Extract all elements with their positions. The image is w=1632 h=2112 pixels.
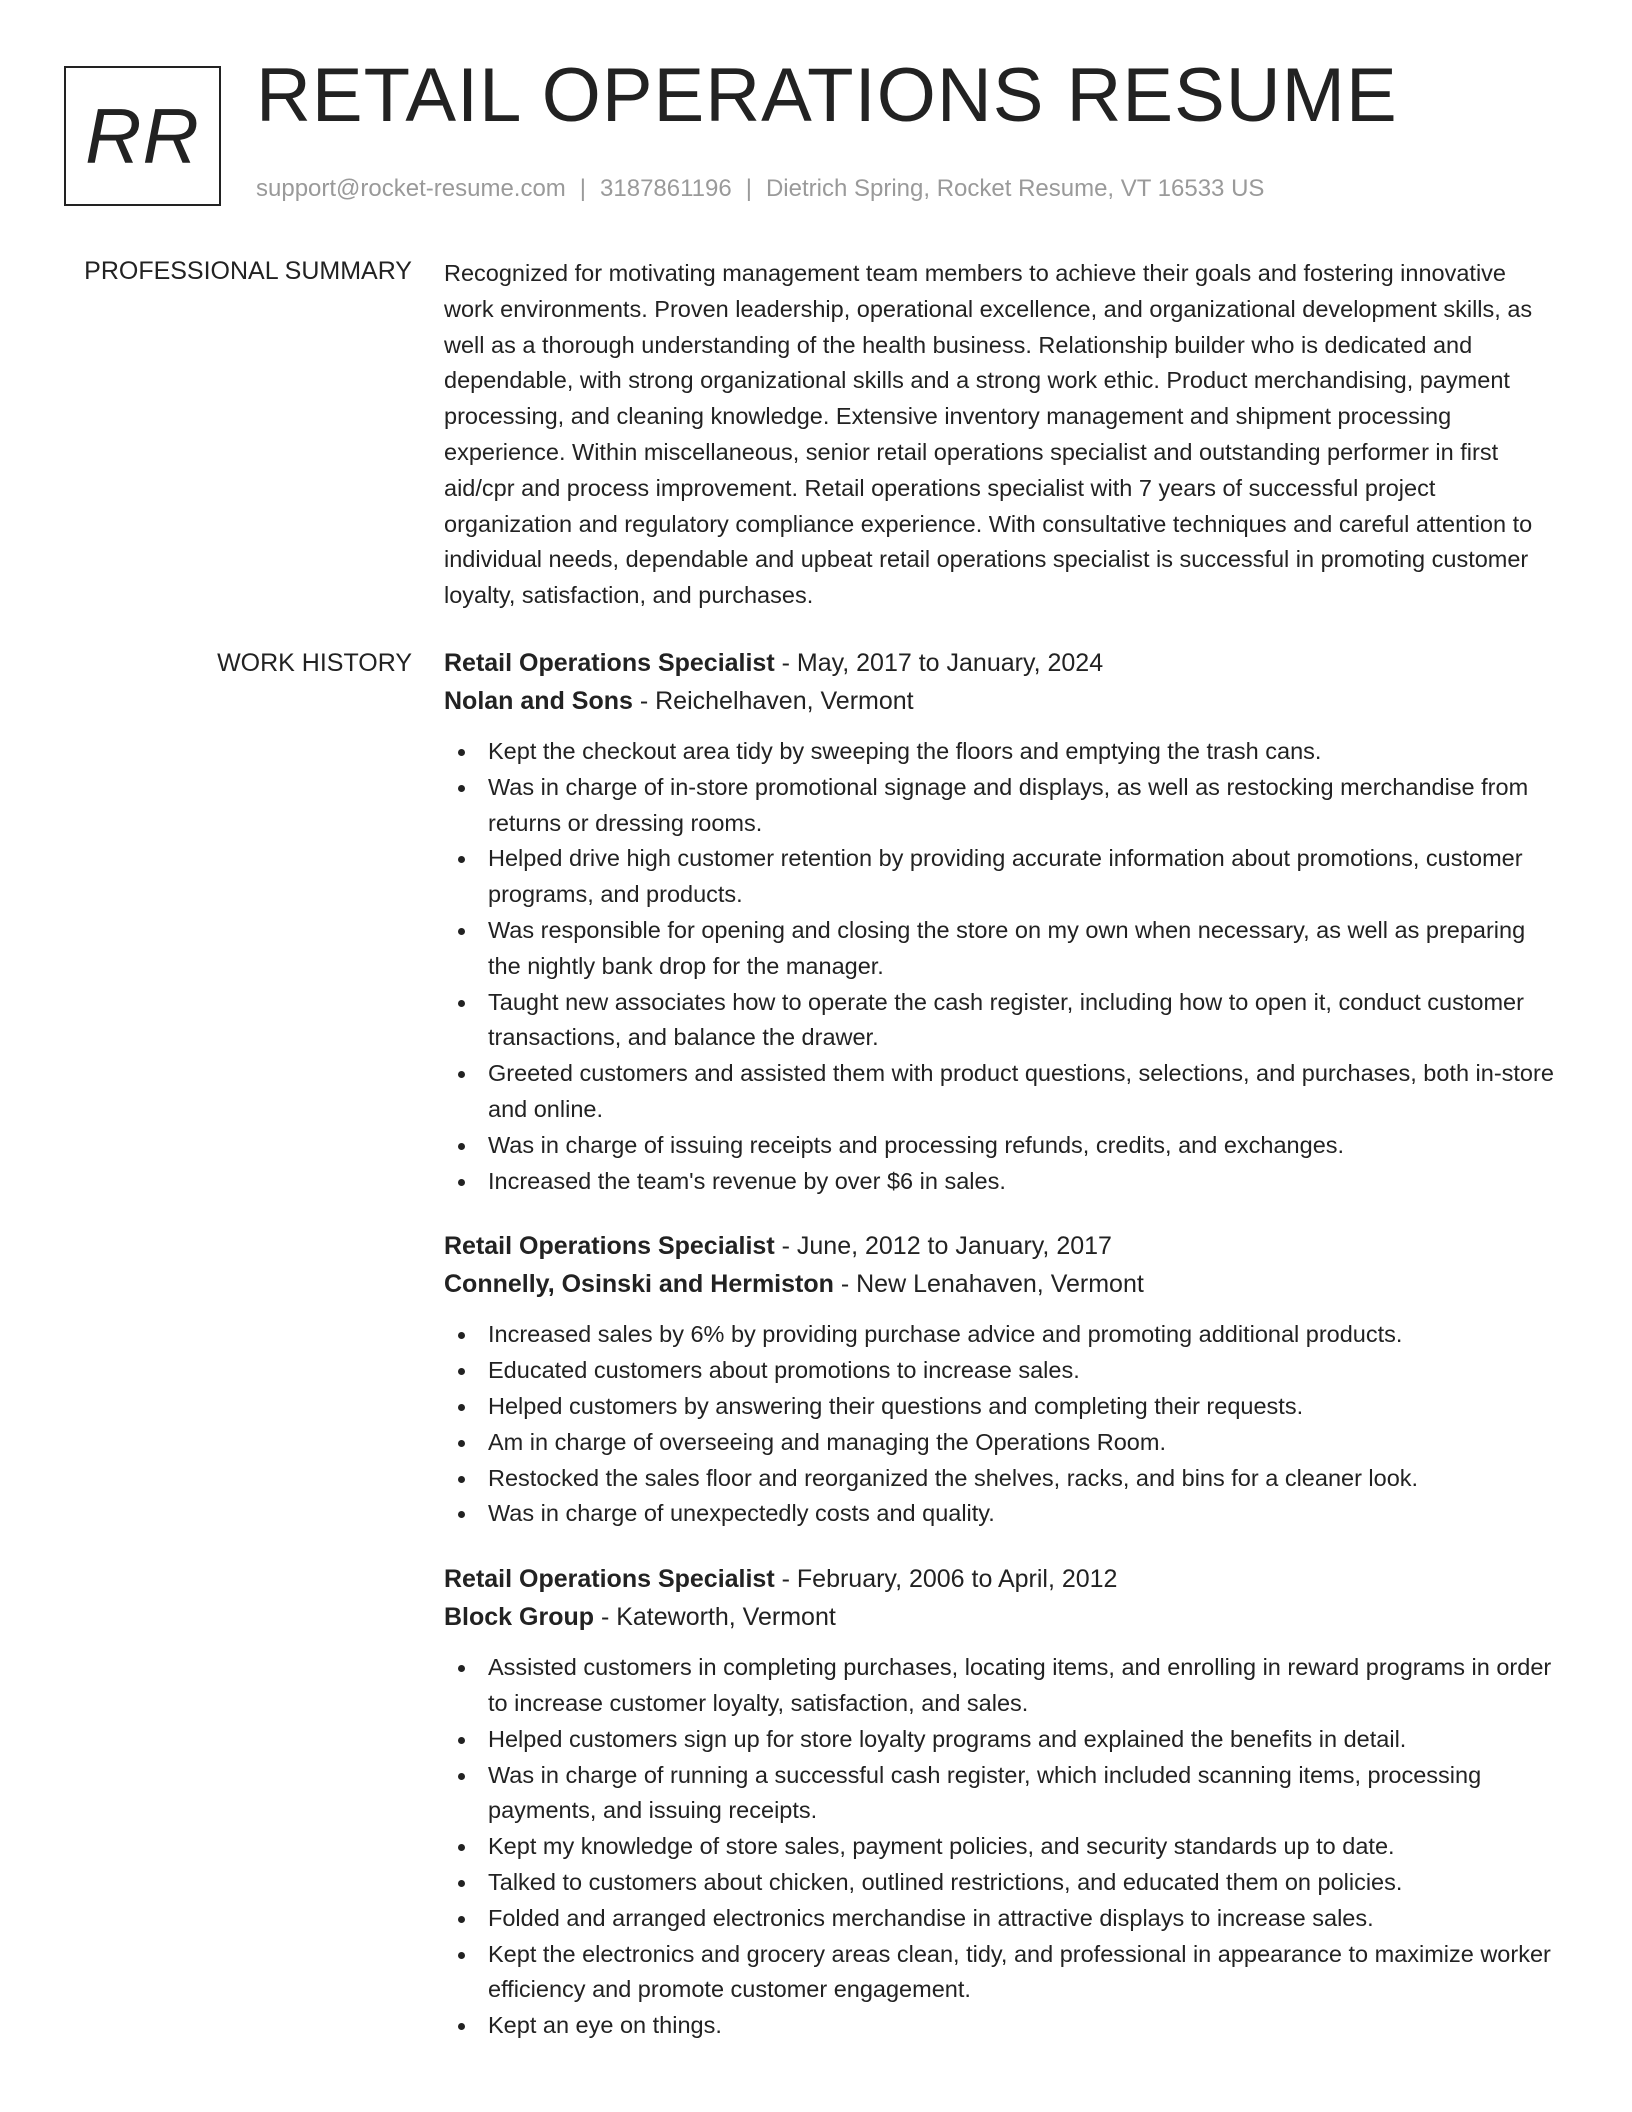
summary-heading: PROFESSIONAL SUMMARY: [84, 257, 412, 285]
job-company-line: [444, 1598, 1556, 1636]
job-dates: - May, 2017 to January, 2024: [774, 649, 1104, 677]
job-bullet: Taught new associates how to operate the cash register, including how to open it, conduct customer transactions, and balance the drawer.: [444, 985, 1556, 1057]
job-title: Retail Operations Specialist: [444, 1565, 775, 1594]
job-title-line: [444, 1560, 1556, 1598]
contact-email: support@rocket-resume.com: [256, 175, 566, 202]
contact-separator: |: [745, 175, 752, 202]
job-bullet: Restocked the sales floor and reorganized the shelves, racks, and bins for a cleaner look.: [444, 1461, 1556, 1497]
job-location: - Reichelhaven, Vermont: [632, 687, 914, 715]
job-bullet: Helped customers by answering their questions and completing their requests.: [444, 1389, 1556, 1425]
contact-separator: |: [579, 175, 587, 202]
job-bullet: Kept the electronics and grocery areas clean, tidy, and professional in appearance to maximize worker efficiency and promote customer engagement.: [444, 1937, 1556, 2009]
job-entry: [444, 1560, 1556, 2044]
job-title-line: [444, 1227, 1556, 1265]
job-dates: - June, 2012 to January, 2017: [774, 1232, 1112, 1261]
job-bullet: Am in charge of overseeing and managing the Operations Room.: [444, 1425, 1556, 1461]
job-bullets: [444, 1317, 1556, 1532]
job-bullets: [444, 734, 1556, 1199]
job-location: - New Lenahaven, Vermont: [833, 1270, 1144, 1299]
job-company: Nolan and Sons: [444, 687, 633, 715]
work-history-body: [444, 644, 1556, 2072]
job-entry: [444, 644, 1556, 1199]
contact-address: Dietrich Spring, Rocket Resume, VT 16533 US: [765, 175, 1265, 202]
job-bullet: Greeted customers and assisted them with product questions, selections, and purchases, both in-store and online.: [444, 1056, 1556, 1128]
job-bullet: Folded and arranged electronics merchandise in attractive displays to increase sales.: [444, 1901, 1556, 1937]
monogram-logo: RR: [64, 66, 221, 206]
job-bullet: Was in charge of unexpectedly costs and quality.: [444, 1496, 1556, 1532]
job-title: Retail Operations Specialist: [444, 1232, 775, 1261]
contact-phone: 3187861196: [600, 175, 732, 202]
job-title: Retail Operations Specialist: [444, 649, 775, 677]
resume-title: RETAIL OPERATIONS RESUME: [256, 53, 1398, 138]
contact-line: [256, 175, 1264, 204]
job-company: Connelly, Osinski and Hermiston: [444, 1270, 834, 1299]
job-company-line: [444, 1265, 1556, 1303]
job-bullet: Kept my knowledge of store sales, payment policies, and security standards up to date.: [444, 1829, 1556, 1865]
job-bullet: Educated customers about promotions to increase sales.: [444, 1353, 1556, 1389]
job-bullet: Was in charge of running a successful cash register, which included scanning items, processing payments, and issuing receipts.: [444, 1758, 1556, 1830]
job-dates: - February, 2006 to April, 2012: [774, 1565, 1118, 1594]
job-bullets: [444, 1650, 1556, 2044]
job-bullet: Was responsible for opening and closing the store on my own when necessary, as well as preparing the nightly bank drop for the manager.: [444, 913, 1556, 985]
summary-body: [444, 256, 1556, 614]
job-bullet: Increased sales by 6% by providing purchase advice and promoting additional products.: [444, 1317, 1556, 1353]
job-bullet: Kept an eye on things.: [444, 2008, 1556, 2044]
job-bullet: Was in charge of in-store promotional signage and displays, as well as restocking merchandise from returns or dressing rooms.: [444, 770, 1556, 842]
job-location: - Kateworth, Vermont: [594, 1603, 836, 1632]
job-bullet: Was in charge of issuing receipts and processing refunds, credits, and exchanges.: [444, 1128, 1556, 1164]
job-bullet: Helped customers sign up for store loyalty programs and explained the benefits in detail.: [444, 1722, 1556, 1758]
summary-text: Recognized for motivating management team members to achieve their goals and fostering innovative work environments. Proven leadership, operational excellence, and organizational development skills, as well as a thorough understanding of the health business. Relationship builder who is dedicated and dependable, with strong organizational skills and a strong work ethic. Product merchandising, payment processing, and cleaning knowledge. Extensive inventory management and shipment processing experience. Within miscellaneous, senior retail operations specialist and outstanding performer in first aid/cpr and process improvement. Retail operations specialist with 7 years of successful project organization and regulatory compliance experience. With consultative techniques and careful attention to individual needs, dependable and upbeat retail operations specialist is successful in promoting customer loyalty, satisfaction, and purchases.: [444, 260, 1533, 609]
job-company: Block Group: [444, 1603, 595, 1632]
job-bullet: Talked to customers about chicken, outlined restrictions, and educated them on policies.: [444, 1865, 1556, 1901]
job-bullet: Assisted customers in completing purchases, locating items, and enrolling in reward programs in order to increase customer loyalty, satisfaction, and sales.: [444, 1650, 1556, 1722]
job-company-line: [444, 682, 1556, 720]
job-bullet: Helped drive high customer retention by providing accurate information about promotions, customer programs, and products.: [444, 841, 1556, 913]
work-history-heading: WORK HISTORY: [217, 649, 412, 677]
job-bullet: Increased the team's revenue by over $6 in sales.: [444, 1164, 1556, 1200]
job-bullet: Kept the checkout area tidy by sweeping the floors and emptying the trash cans.: [444, 734, 1556, 770]
job-entry: [444, 1227, 1556, 1532]
job-title-line: [444, 644, 1556, 682]
